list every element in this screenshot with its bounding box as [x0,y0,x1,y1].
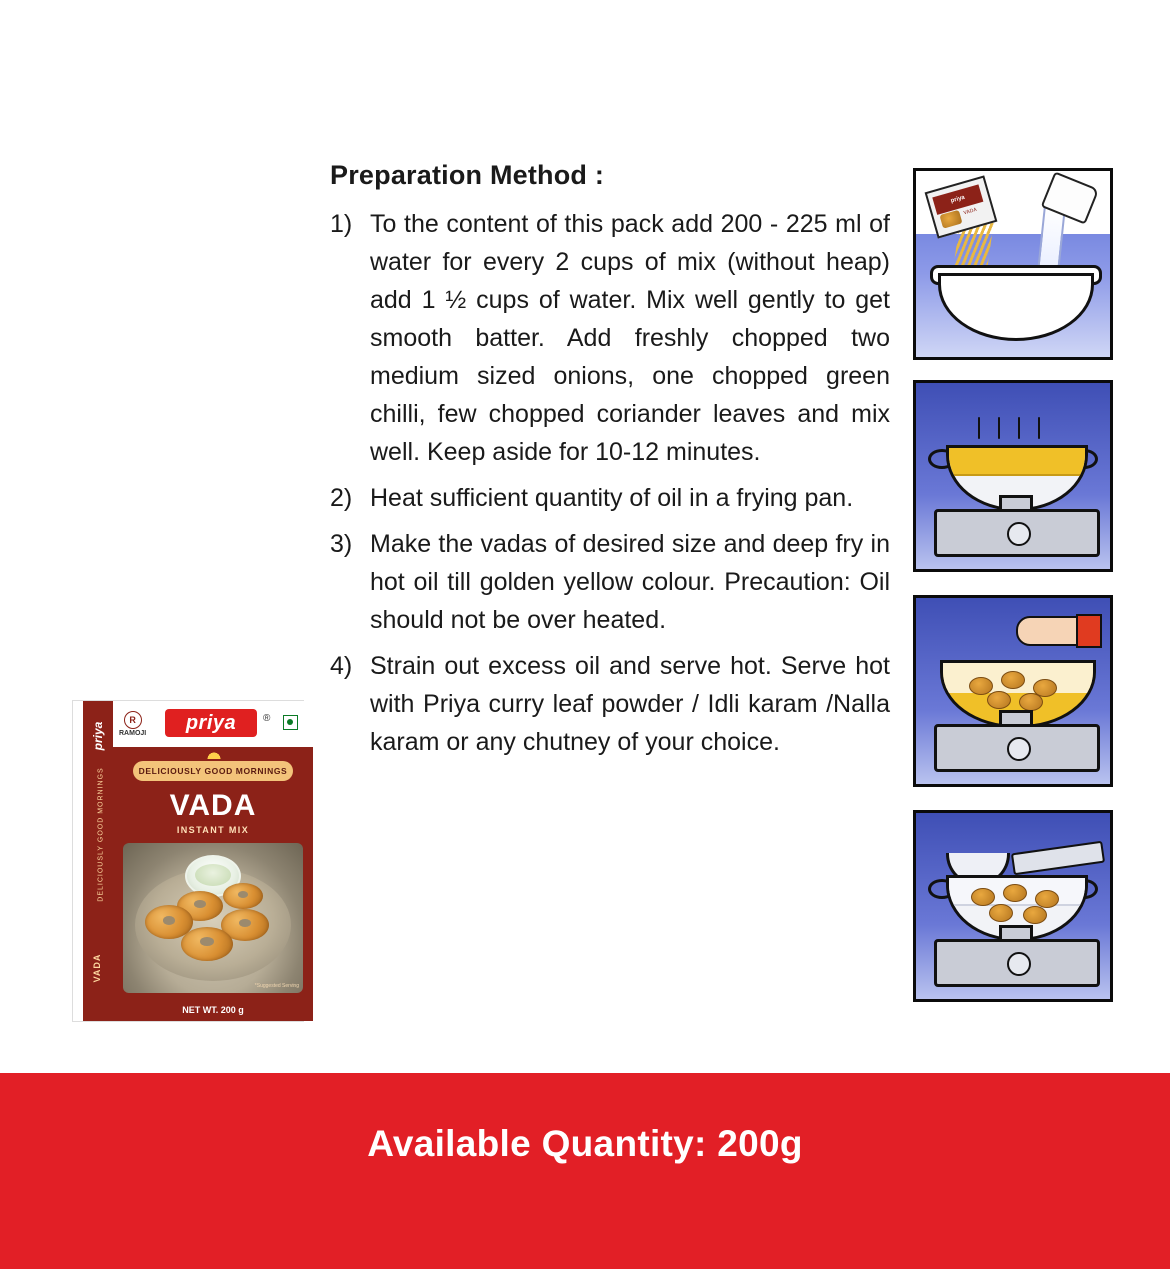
vada-serving-photo [123,843,303,993]
preparation-step [330,205,890,471]
preparation-method-heading: Preparation Method : [330,160,605,190]
illustration-pour-mix-and-water [913,168,1113,360]
pack-body [113,747,313,1021]
pack-front-face [113,701,313,1021]
available-quantity-label: Available Quantity: 200g [367,1123,803,1164]
spine-tagline-label: DELICIOUSLY GOOD MORNINGS [97,767,105,902]
stove-knob-icon [1007,522,1031,546]
preparation-step [330,479,890,517]
step-text: To the content of this pack add 200 - 225 ml of water for every 2 cups of mix (without heap) add 1 ½ cups of water. Mix well gently to get smooth batter. Add freshly chopped two medium sized onions, one chopped green chilli, few chopped coriander leaves and mix well. Keep aside for 10-12 minutes. [370,210,890,466]
ramoji-name: RAMOJI [119,730,147,737]
preparation-step [330,525,890,639]
vada-piece [971,888,995,906]
heat-wave-line [998,417,1000,439]
step-text: Heat sufficient quantity of oil in a frying pan. [370,484,854,512]
vada-piece [1003,884,1027,902]
pack-product-subtitle: INSTANT MIX [176,825,250,835]
chutney [195,864,231,886]
illustration-drop-vada-in-oil [913,595,1113,787]
step-text: Make the vadas of desired size and deep fry in hot oil till golden yellow colour. Precaution: Oil should not be over heated. [370,530,890,634]
pouch-caption: VADA [963,206,978,217]
vada-piece [223,883,263,909]
vada-piece [987,691,1011,709]
gas-stove [934,509,1100,557]
step-text: Strain out excess oil and serve hot. Serve hot with Priya curry leaf powder / Idli karam /Nalla karam or any chutney of your choice. [370,652,890,756]
vada-piece [1035,890,1059,908]
vada-piece [969,677,993,695]
pouch-brand-label: priya [932,184,983,215]
ramoji-group-logo [119,711,146,738]
pack-spine [83,701,114,1021]
available-quantity-banner [0,1073,1170,1269]
pack-header-band [113,701,313,747]
stove-knob-icon [1007,737,1031,761]
step-number: 1) [330,210,353,238]
stove-knob-icon [1007,952,1031,976]
registered-trademark-icon: ® [263,713,271,724]
step-number: 4) [330,652,353,680]
preparation-step [330,647,890,761]
pack-net-weight: NET WT. 200 g [182,1005,244,1015]
hot-oil [949,448,1085,476]
serving-suggestion-note: *Suggested Serving [254,983,299,989]
vada-piece [989,904,1013,922]
pack-product-name: VADA [169,789,257,822]
vegetarian-mark-icon [283,715,298,730]
illustration-strain-and-serve [913,810,1113,1002]
heat-wave-line [1018,417,1020,439]
ramoji-mark-icon: R [124,711,142,729]
step-number: 2) [330,484,353,512]
vada-piece [1023,906,1047,924]
spine-product-name: VADA [92,953,102,983]
heat-wave-line [1038,417,1040,439]
vada-piece [1019,693,1043,711]
heat-wave-line [978,417,980,439]
sleeve-shape [1076,614,1102,648]
vada-piece [1001,671,1025,689]
illustration-heat-oil [913,380,1113,572]
product-pack-image [62,700,312,1030]
pack-tagline: DELICIOUSLY GOOD MORNINGS [133,761,293,781]
vada-piece [181,927,233,961]
sunrise-icon [207,751,221,759]
gas-stove [934,939,1100,987]
priya-brand-logo: priya [165,709,257,737]
gas-stove [934,724,1100,772]
pack-box [72,700,304,1022]
step-number: 3) [330,530,353,558]
preparation-method-section [330,160,890,769]
spine-brand-label: priya [91,721,105,751]
